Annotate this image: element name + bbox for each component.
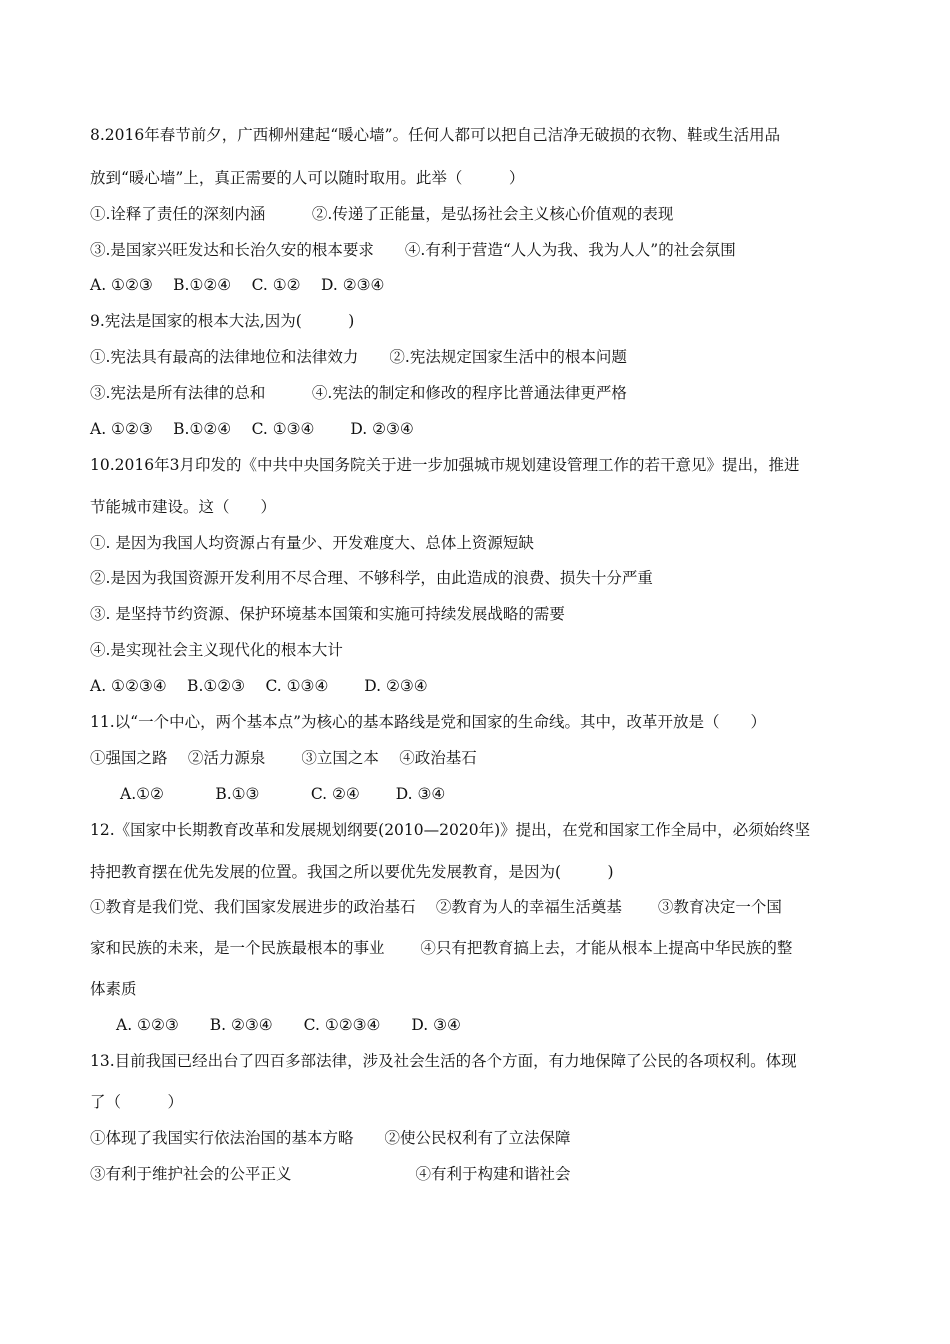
q8-stem-line2: 放到“暖心墙”上，真正需要的人可以随时取用。此举（ ） [90,169,525,187]
q10-option-4: ④.是实现社会主义现代化的根本大计 [90,641,343,659]
q9-choices: A. ①②③ B.①②④ C. ①③④ D. ②③④ [90,420,414,438]
q8-options-line1: ①.诠释了责任的深刻内涵 ②.传递了正能量，是弘扬社会主义核心价值观的表现 [90,205,674,223]
q10-option-1: ①. 是因为我国人均资源占有量少、开发难度大、总体上资源短缺 [90,534,534,552]
q12-stem-line1: 12.《国家中长期教育改革和发展规划纲要(2010—2020年)》提出，在党和国家工作全局中，必须始终坚 [90,821,811,839]
q12-choices: A. ①②③ B. ②③④ C. ①②③④ D. ③④ [116,1016,461,1034]
q11-stem: 11.以“一个中心，两个基本点”为核心的基本路线是党和国家的生命线。其中，改革开放是（ ） [90,713,767,731]
q10-option-2: ②.是因为我国资源开发利用不尽合理、不够科学，由此造成的浪费、损失十分严重 [90,569,653,587]
q9-options-line1: ①.宪法具有最高的法律地位和法律效力 ②.宪法规定国家生活中的根本问题 [90,348,627,366]
q12-options-line1: ①教育是我们党、我们国家发展进步的政治基石 ②教育为人的幸福生活奠基 ③教育决定一个国 [90,898,782,916]
q9-stem: 9.宪法是国家的根本大法,因为( ) [90,312,355,330]
q12-options-line3: 体素质 [90,980,137,998]
q11-choices: A.①② B.①③ C. ②④ D. ③④ [120,785,446,803]
q13-options-line1: ①体现了我国实行依法治国的基本方略 ②使公民权利有了立法保障 [90,1129,571,1147]
q10-stem-line1: 10.2016年3月印发的《中共中央国务院关于进一步加强城市规划建设管理工作的若干意见》提出，推进 [90,456,800,474]
q13-stem-line1: 13.目前我国已经出台了四百多部法律，涉及社会生活的各个方面，有力地保障了公民的各项权利。体现 [90,1052,797,1070]
q8-stem-line1: 8.2016年春节前夕，广西柳州建起“暖心墙”。任何人都可以把自己洁净无破损的衣物、鞋或生活用品 [90,126,781,144]
q8-options-line2: ③.是国家兴旺发达和长治久安的根本要求 ④.有利于营造“人人为我、我为人人”的社会氛围 [90,241,736,259]
q12-options-line2: 家和民族的未来，是一个民族最根本的事业 ④只有把教育搞上去，才能从根本上提高中华民族的整 [90,939,793,957]
q13-options-line2: ③有利于维护社会的公平正义 ④有利于构建和谐社会 [90,1165,571,1183]
q10-option-3: ③. 是坚持节约资源、保护环境基本国策和实施可持续发展战略的需要 [90,605,565,623]
q11-options: ①强国之路 ②活力源泉 ③立国之本 ④政治基石 [90,749,477,767]
q8-choices: A. ①②③ B.①②④ C. ①② D. ②③④ [90,276,385,294]
q9-options-line2: ③.宪法是所有法律的总和 ④.宪法的制定和修改的程序比普通法律更严格 [90,384,627,402]
q12-stem-line2: 持把教育摆在优先发展的位置。我国之所以要优先发展教育，是因为( ) [90,863,614,881]
q13-stem-line2: 了（ ） [90,1093,184,1111]
q10-choices: A. ①②③④ B.①②③ C. ①③④ D. ②③④ [90,677,428,695]
q10-stem-line2: 节能城市建设。这（ ） [90,498,277,516]
